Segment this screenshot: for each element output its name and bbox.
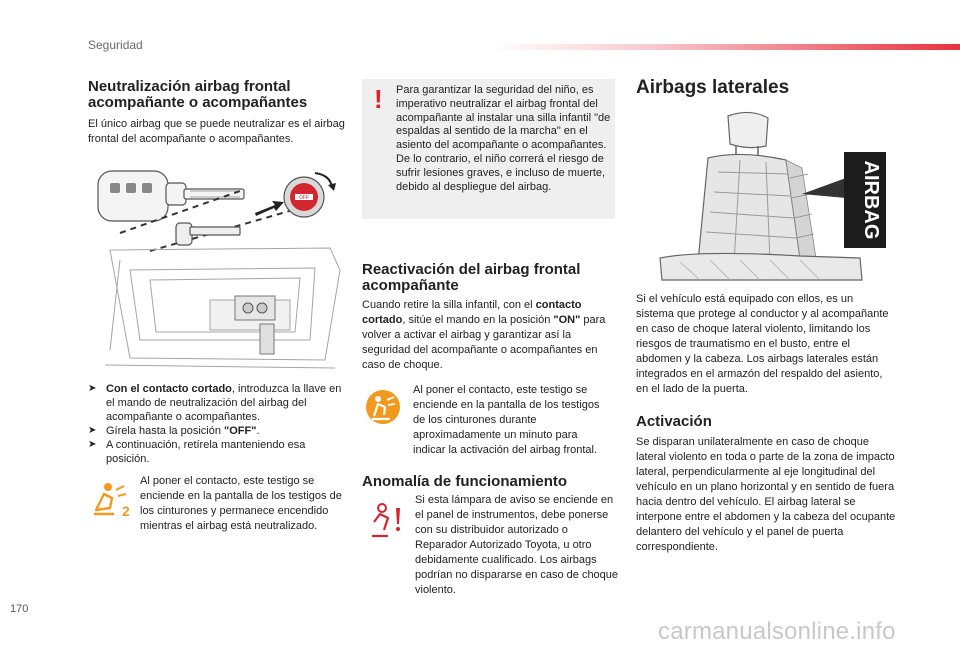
watermark-text: carmanualsonline.info — [658, 618, 896, 645]
header-accent-bar — [490, 44, 960, 50]
glove-box-illustration — [90, 240, 348, 372]
exclamation-icon: ! — [374, 84, 383, 114]
section-label: Seguridad — [88, 38, 143, 52]
list-item: ➤ A continuación, retírela manteniendo esa posición. — [88, 439, 306, 465]
anomaly-text: Si esta lámpara de aviso se enciende en el panel de instrumentos, debe ponerse con su distribuidor autorizado o Reparador Autorizado Toyota, u otro debidamente cualificado. Los airbags podrían no dispararse en caso de choque violento. — [415, 494, 619, 596]
service-warning-icon — [366, 502, 406, 540]
airbag-off-warning-icon — [90, 480, 130, 518]
anomaly-title: Anomalía de funcionamiento — [362, 473, 568, 490]
list-item: ➤ Con el contacto cortado, introduzca la llave en el mando de neutralización del airbag del acompañante o acompañantes. — [88, 383, 342, 423]
side-airbags-title: Airbags laterales — [636, 77, 790, 98]
bullet-icon: ➤ — [88, 425, 97, 436]
list-item: ➤ Gírela hasta la posición "OFF". — [88, 425, 260, 437]
bullet-icon: ➤ — [88, 383, 97, 394]
bullet-icon: ➤ — [88, 439, 97, 450]
airbag-tag-label: AIRBAG — [860, 160, 882, 240]
off-label: OFF — [299, 195, 309, 201]
side-airbags-description: Si el vehículo está equipado con ellos, es un sistema que protege al conductor y al acompañante en caso de choque lateral violento, limitando los riesgos de traumatismo en el busto, entre el abdomen y la cabeza. Los airbags laterales están integrados en el armazón del respaldo del asiento, en el lado de la puerta. — [636, 293, 889, 395]
side-airbag-seat-illustration — [640, 108, 890, 282]
airbag-on-indicator-icon — [364, 388, 402, 426]
page-number: 170 — [10, 603, 29, 615]
airbag-off-warning-text: Al poner el contacto, este testigo se enciende en la pantalla de los testigos de los cinturones y permanece encendido mientras el airbag está neutralizado. — [140, 475, 342, 532]
neutralization-title: Neutralización airbag frontal acompañante o acompañantes — [88, 78, 308, 111]
reactivation-title: Reactivación del airbag frontal acompañante — [362, 261, 581, 294]
neutralization-intro: El único airbag que se puede neutralizar es el airbag frontal del acompañante o acompañantes. — [88, 118, 345, 145]
activation-title: Activación — [636, 413, 712, 430]
neutralization-steps — [88, 382, 350, 466]
reactivation-text: Cuando retire la silla infantil, con el contacto cortado, sitúe el mando en la posición "ON" para volver a activar el airbag y garantizar así la seguridad del acompañante o acompañantes en caso de choque. — [362, 299, 606, 371]
activation-text: Se disparan unilateralmente en caso de choque lateral violento en toda o parte de la zona de impacto lateral, perpendicularmente al eje longitudinal del vehículo en un plano horizontal y en sentido de fuera hacia dentro del vehículo. El airbag lateral se interpone entre el abdomen y la cabeza del ocupante delantero del vehículo y el panel de puerta correspondiente. — [636, 436, 896, 553]
airbag-on-indicator-text: Al poner el contacto, este testigo se enciende en la pantalla de los testigos de los cinturones durante aproximadamente un minuto para indicar la activación del airbag frontal. — [413, 384, 600, 456]
child-safety-alert-text: Para garantizar la seguridad del niño, es imperativo neutralizar el airbag frontal del acompañante al instalar una silla infantil "de espaldas al sentido de la marcha" en el asiento del acompañante o acompañantes. De lo contrario, el niño correrá el riesgo de sufrir lesiones graves, e incluso de muerte, debido al despliegue del airbag. — [396, 84, 611, 193]
svg-text:2: 2 — [122, 503, 130, 518]
